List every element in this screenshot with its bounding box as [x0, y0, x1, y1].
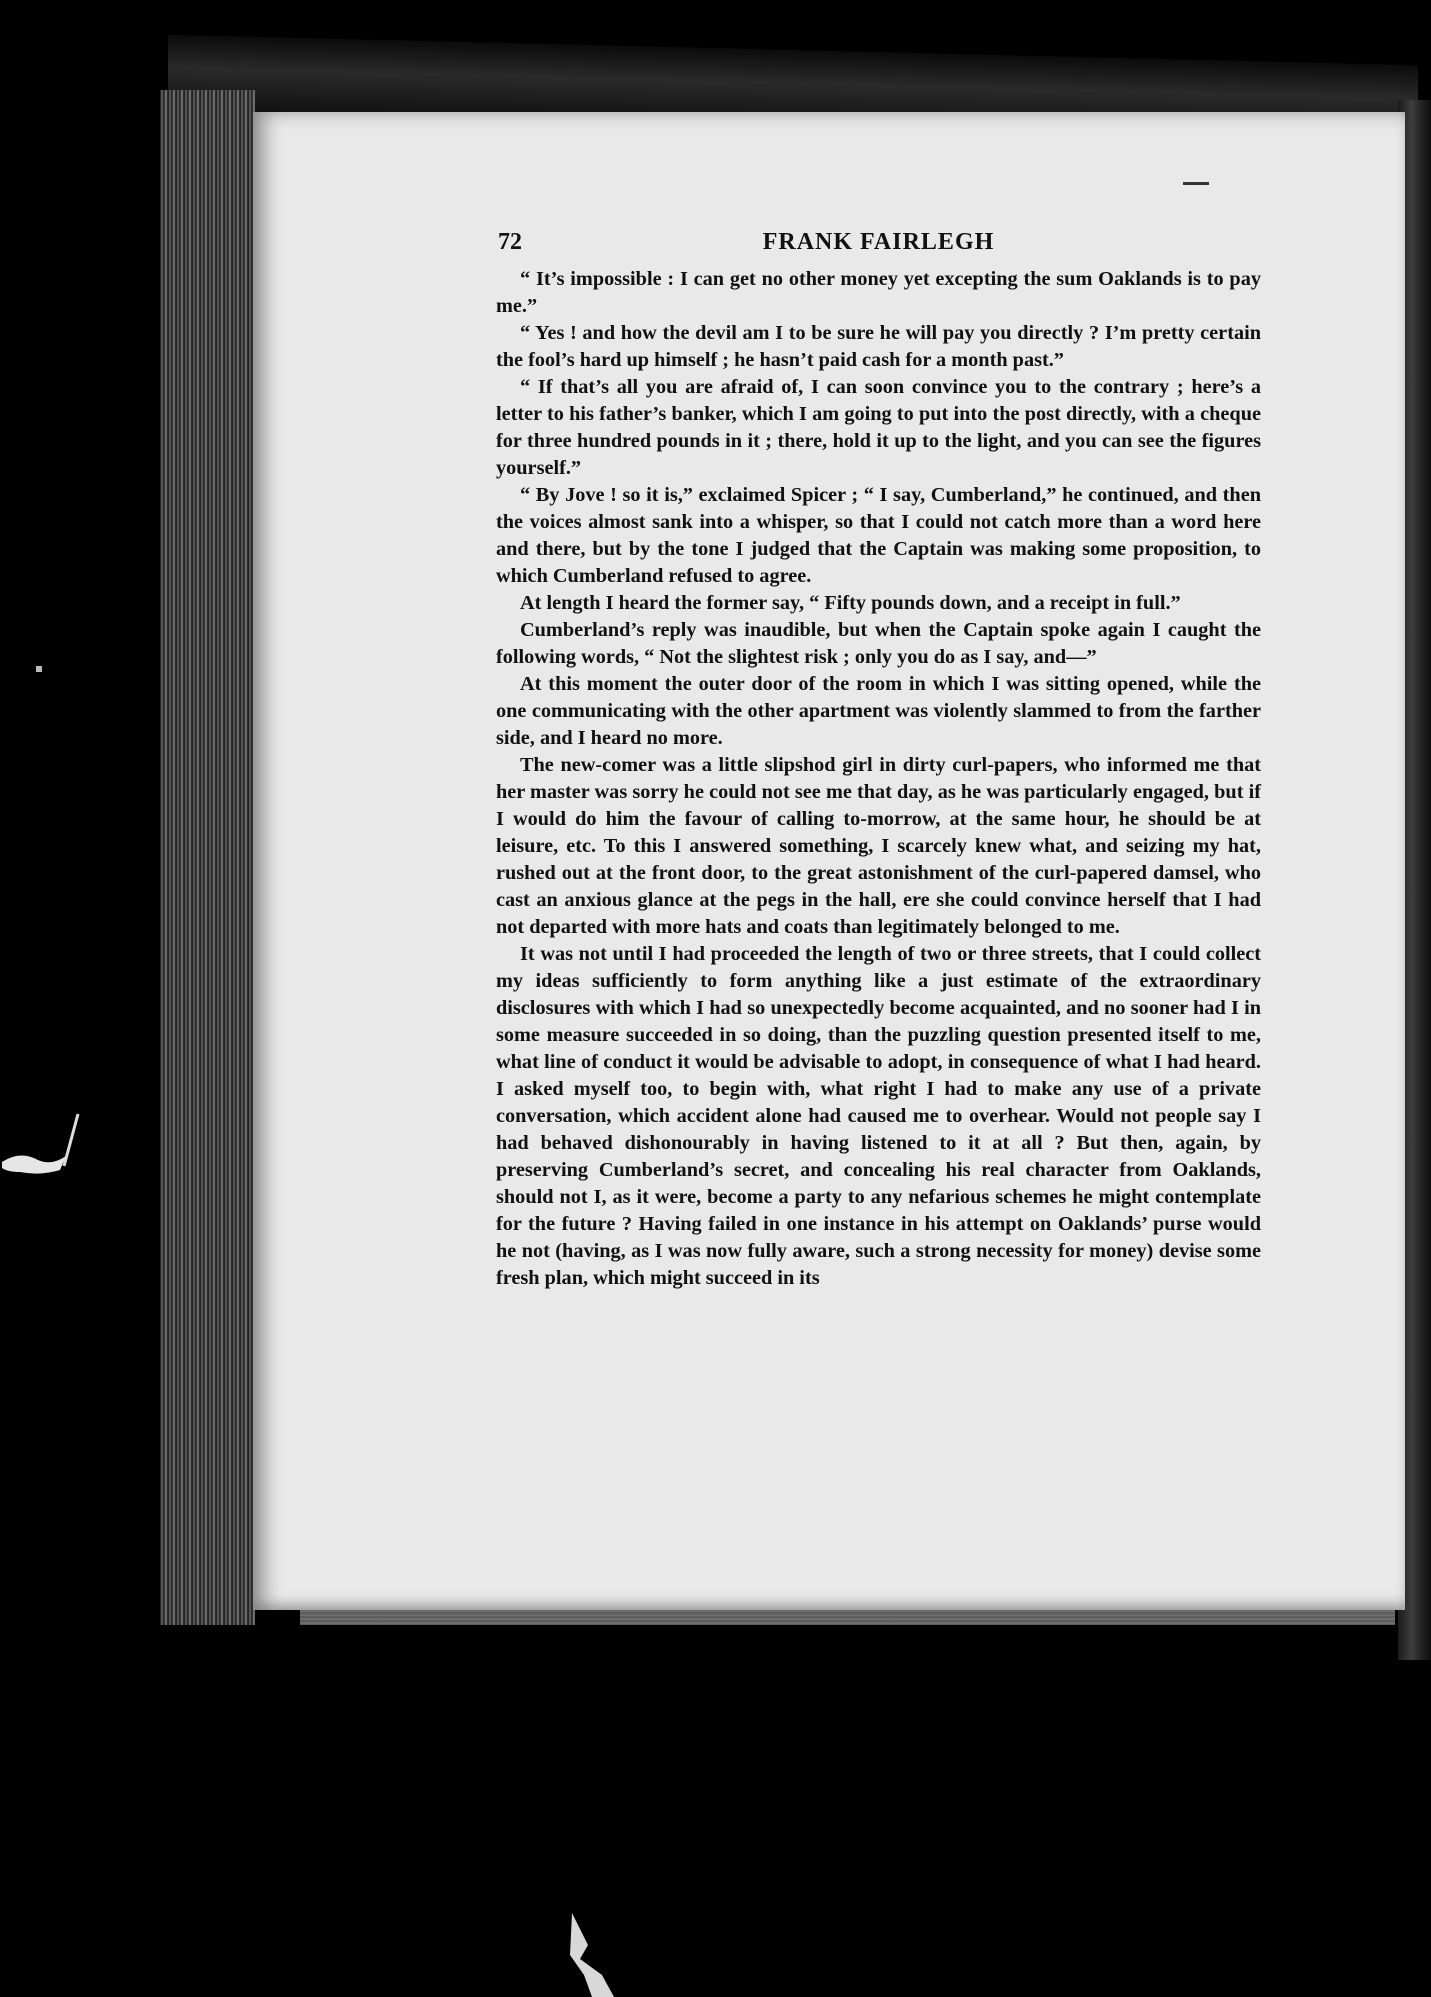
torn-paper-icon	[562, 1905, 642, 1997]
paragraph: Cumberland’s reply was inaudible, but when the Captain spoke again I caught the following words, “ Not the slightest risk ; only you do as I say, and—”	[496, 619, 1261, 668]
paragraph: The new-comer was a little slipshod girl in dirty curl-papers, who informed me that her master was sorry he could not see me that day, as he was particularly engaged, but if I would do him the favour of calling to-morrow, at the same hour, he should be at leisure, etc. To this I answered something, I scarcely knew what, and seizing my hat, rushed out at the front door, to the great astonishment of the curl-papered damsel, who cast an anxious glance at the pegs in the hall, ere she could convince herself that I had not departed with more hats and coats than legitimately belonged to me.	[496, 754, 1261, 938]
stacked-page-edges	[160, 90, 255, 1625]
page-text	[496, 222, 1261, 1292]
running-head	[496, 222, 1261, 262]
running-title: FRANK FAIRLEGH	[762, 229, 995, 255]
scan-speck	[36, 666, 42, 672]
paragraph: At length I heard the former say, “ Fifty pounds down, and a receipt in full.”	[520, 592, 1181, 614]
paragraph: “ It’s impossible : I can get no other money yet excepting the sum Oaklands is to pay me.”	[496, 268, 1261, 317]
paragraph: “ Yes ! and how the devil am I to be sure he will pay you directly ? I’m pretty certain the fool’s hard up himself ; he hasn’t paid cash for a month past.”	[496, 322, 1261, 371]
ink-mark	[1183, 182, 1209, 185]
paragraph: It was not until I had proceeded the length of two or three streets, that I could collect my ideas sufficiently to form anything like a just estimate of the extraordinary disclosures with which I had so unexpectedly become acquainted, and no sooner had I in some measure succeeded in so doing, than the puzzling question presented itself to me, what line of conduct it would be advisable to adopt, in consequence of what I had heard. I asked myself too, to begin with, what right I had to make any use of a private conversation, which accident alone had caused me to overhear. Would not people say I had behaved dishonourably in having listened to it at all ? But then, again, by preserving Cumberland’s secret, and concealing his real character from Oaklands, should not I, as it were, become a party to any nefarious schemes he might contemplate for the future ? Having failed in one instance in his attempt on Oaklands’ purse would he not (having, as I was now fully aware, such a strong necessity for money) devise some fresh plan, which might succeed in its	[496, 943, 1261, 1289]
paper-scrap-icon	[0, 1110, 100, 1190]
paragraph: At this moment the outer door of the room in which I was sitting opened, while the one communicating with the other apartment was violently slammed to from the farther side, and I heard no more.	[496, 673, 1261, 749]
paragraph: “ By Jove ! so it is,” exclaimed Spicer ; “ I say, Cumberland,” he continued, and then the voices almost sank into a whisper, so that I could not catch more than a word here and there, but by the tone I judged that the Captain was making some proposition, to which Cumberland refused to agree.	[496, 484, 1261, 587]
paragraph: “ If that’s all you are afraid of, I can soon convince you to the contrary ; here’s a letter to his father’s banker, which I am going to put into the post directly, with a cheque for three hundred pounds in it ; there, hold it up to the light, and you can see the figures yourself.”	[496, 376, 1261, 479]
page-number: 72	[498, 229, 522, 255]
